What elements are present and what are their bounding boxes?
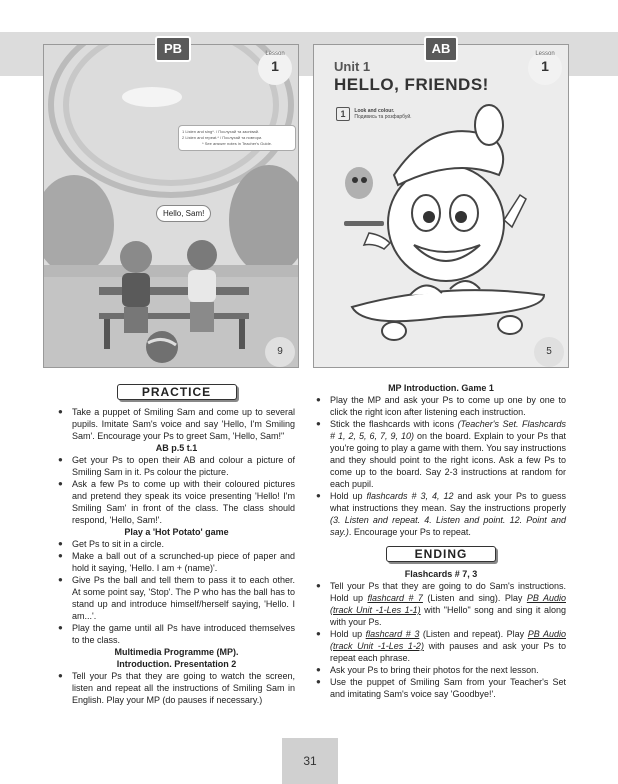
ab-tag: AB — [424, 36, 458, 62]
pupils-book-page-image — [43, 44, 299, 368]
section-subheading: MP Introduction. Game 1 — [388, 383, 494, 393]
instruction-note: * See answer notes in Teacher's Guide. — [202, 141, 272, 146]
page-number: 31 — [282, 738, 338, 784]
instruction-line: 1 Listen and sing*. / Послухай та заспівай. — [182, 129, 260, 134]
list-item: ● Play the game until all Ps have introduced themselves to the class. — [58, 622, 295, 646]
smiling-sam-illustration — [314, 45, 568, 367]
list-item: ● Give Ps the ball and tell them to pass it to each other. At some point say, 'Stop'. The P who has the ball has to stand up and introduce himself/herself saying, 'Hello. I am...'. — [58, 574, 295, 622]
ending-heading: ENDING — [386, 546, 496, 562]
task-number: 1 — [336, 107, 350, 121]
list-item: ● Stick the flashcards with icons (Teacher's Set. Flashcards # 1, 2, 5, 6, 7, 9, 10) on the board. Explain to your Ps that you're going to play a game with them. You say instructions and they should point to the right icons. Ask a few Ps to come up to the board. Say 2-3 instructions at random for each pupil. — [316, 418, 566, 490]
list-item: ● Make a ball out of a scrunched-up piece of paper and hold it saying, 'Hello. I am + (name)'. — [58, 550, 295, 574]
practice-heading: PRACTICE — [117, 384, 237, 400]
speech-bubble: Hello, Sam! — [156, 205, 211, 222]
ab-page-number: 5 — [534, 337, 564, 367]
list-item: ● Tell your Ps that they are going to do Sam's instructions. Hold up flashcard # 7 (Listen and sing). Play PB Audio (track Unit -1-Les 1-1) with "Hello" song and sing it along with your Ps. — [316, 580, 566, 628]
left-text-column — [58, 384, 295, 706]
list-item: ● Play the MP and ask your Ps to come up one by one to click the right icon after listening each instruction. — [316, 394, 566, 418]
pb-tag: PB — [155, 36, 191, 62]
unit-title: HELLO, FRIENDS! — [334, 75, 489, 94]
lesson-label: Lesson — [535, 51, 555, 57]
section-subheading: Play a 'Hot Potato' game — [124, 527, 229, 537]
list-item: ● Ask a few Ps to come up with their coloured pictures and pretend they speak its voice presenting 'Hello! I'm Smiling Sam' in front of the class. The class should respond, 'Hello, Sam!'. — [58, 478, 295, 526]
unit-label: Unit 1 — [334, 59, 371, 74]
section-subheading: Multimedia Programme (MP). — [114, 647, 239, 657]
list-item: ● Hold up flashcards # 3, 4, 12 and ask your Ps to guess what instructions they mean. Say the instructions properly (3. Listen and repeat. 4. Listen and point. 12. Point and say.). Encourage your Ps to repeat. — [316, 490, 566, 538]
task-ukrainian: Подивись та розфарбуй. — [354, 114, 412, 120]
section-subheading: Flashcards # 7, 3 — [404, 569, 478, 579]
section-subheading: AB p.5 t.1 — [155, 443, 198, 453]
list-item: ● Get Ps to sit in a circle. — [58, 538, 295, 550]
list-item: ● Hold up flashcard # 3 (Listen and repeat). Play PB Audio (track Unit -1-Les 1-2) with pauses and ask your Ps to repeat each phrase. — [316, 628, 566, 664]
right-text-column — [316, 382, 566, 700]
instruction-line: 2 Listen and repeat.* / Послухай та повтори. — [182, 135, 263, 140]
lesson-badge — [258, 51, 292, 85]
list-item: ● Tell your Ps that they are going to watch the screen, listen and repeat all the instructions of Smiling Sam in English. Play your MP (do pauses if necessary.) — [58, 670, 295, 706]
lesson-number: 1 — [541, 58, 549, 74]
pb-page-number: 9 — [265, 337, 295, 367]
instructions-box — [178, 125, 296, 151]
list-item: ● Get your Ps to open their AB and colour a picture of Smiling Sam in it. Ps colour the picture. — [58, 454, 295, 478]
list-item: ● Ask your Ps to bring their photos for the next lesson. — [316, 664, 566, 676]
lesson-label: Lesson — [265, 51, 285, 57]
list-item: ● Take a puppet of Smiling Sam and come up to several pupils. Imitate Sam's voice and say 'Hello, I'm Smiling Sam'. Encourage your Ps to greet Sam, 'Hello, Sam!" — [58, 406, 295, 442]
list-item: ● Use the puppet of Smiling Sam from your Teacher's Set and imitating Sam's voice say 'Goodbye!'. — [316, 676, 566, 700]
activity-book-page-image — [313, 44, 569, 368]
task-english: Look and colour. — [354, 108, 395, 114]
section-subheading: Introduction. Presentation 2 — [116, 659, 237, 669]
lesson-number: 1 — [271, 58, 279, 74]
